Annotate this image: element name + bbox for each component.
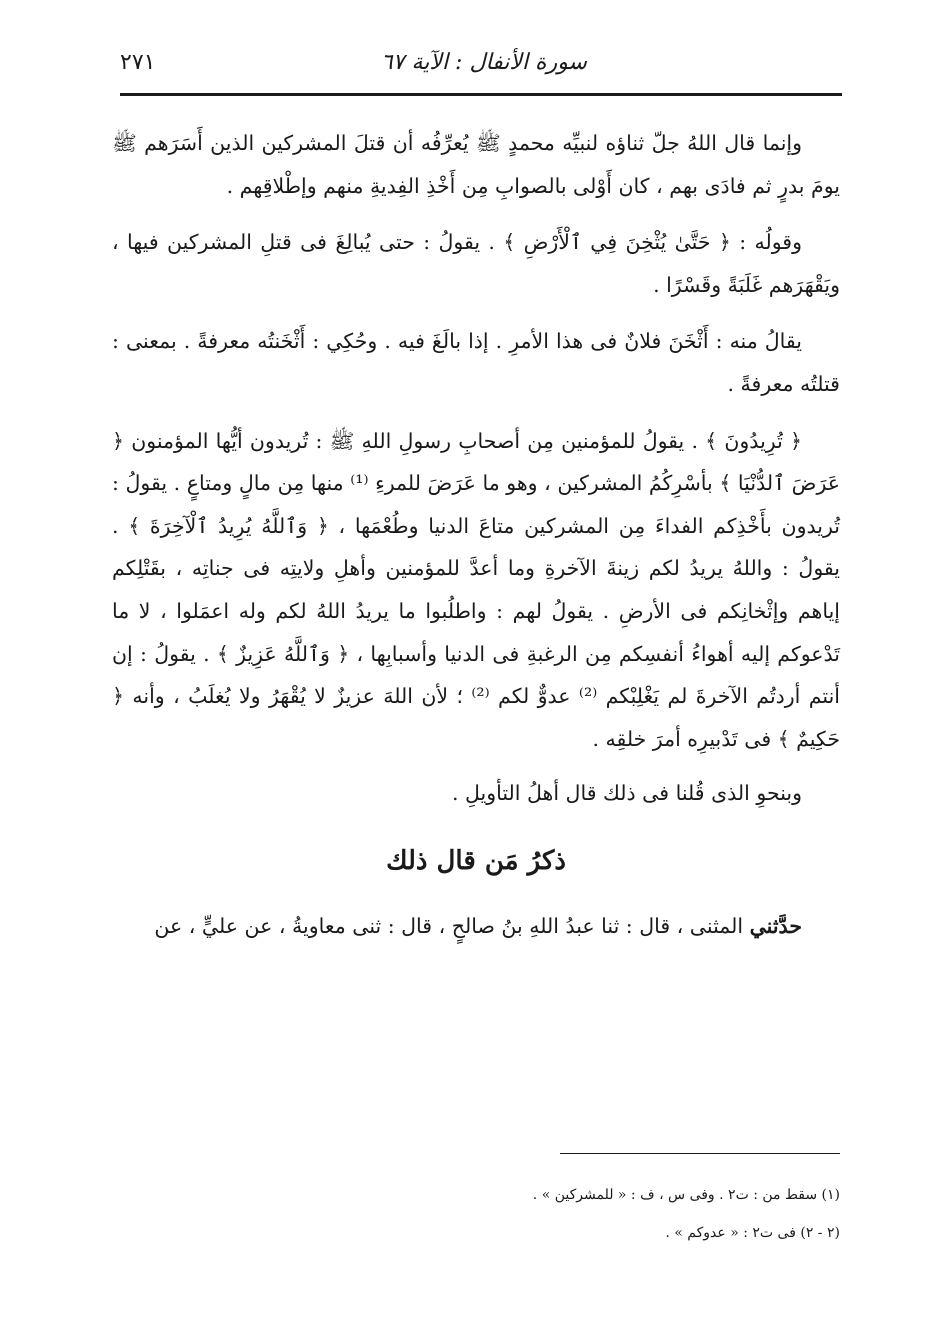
footnote-rule xyxy=(560,1153,840,1154)
main-text xyxy=(112,122,840,948)
isnad-lead: حدَّثني xyxy=(749,913,802,938)
paragraph-3: يقالُ منه : أَثْخَنَ فلانٌ فى هذا الأمرِ . إذا بالَغَ فيه . وحُكِي : أَثْخَنتُه معرفةً . بمعنى : قتلتُه معرفةً . xyxy=(112,329,840,396)
page-number: ٢٧١ xyxy=(120,50,156,75)
footnote-2: (٢ - ٢) فى ت٢ : « عدوكم » . xyxy=(665,1225,840,1241)
footnotes xyxy=(112,1176,840,1252)
paragraph-5: وبنحوِ الذى قُلنا فى ذلك قال أهلُ التأويلِ . xyxy=(451,781,802,806)
header-rule xyxy=(120,93,842,96)
page-header xyxy=(120,44,842,84)
paragraph-2: وقولُه : ﴿ حَتَّىٰ يُثْخِنَ فِي ٱلْأَرْضِ ﴾ . يقولُ : حتى يُبالِغَ فى قتلِ المشركين فيها ، ويَقْهَرَهم غَلَبَةً وقَسْرًا . xyxy=(112,230,840,297)
running-head-title: سورة الأنفال : الآية ٦٧ xyxy=(380,50,587,75)
isnad-paragraph xyxy=(112,905,840,948)
paragraph-1: وإنما قال اللهُ جلّ ثناؤه لنبيِّه محمدٍ ﷺ يُعرِّفُه أن قتلَ المشركين الذين أَسَرَهم ﷺ يومَ بدرٍ ثم فادَى بهم ، كان أَوْلى بالصوابِ مِن أَخْذِ الفِديةِ منهم وإطْلاقِهم . xyxy=(112,131,840,198)
section-heading: ذكرُ مَن قال ذلك xyxy=(386,845,566,876)
isnad-text: المثنى ، قال : ثنا عبدُ اللهِ بنُ صالحٍ ، قال : ثنى معاويةُ ، عن عليٍّ ، عن xyxy=(154,913,750,938)
footnote-1: (١) سقط من : ت٢ . وفى س ، ف : « للمشركين » . xyxy=(532,1187,840,1203)
paragraph-4: ﴿ تُرِيدُونَ ﴾ . يقولُ للمؤمنين مِن أصحابِ رسولِ اللهِ ﷺ : تُريدون أيُّها المؤمنون ﴿ عَرَضَ ٱلدُّنْيَا ﴾ بأسْرِكُمُ المشركين ، وهو ما عَرَضَ للمرءِ ⁽¹⁾ منها مِن مالٍ ومتاعٍ . يقولُ : تُريدون بأَخْذِكم الفداءَ مِن المشركين متاعَ الدنيا وطُعْمَها ، ﴿ وَٱللَّهُ يُرِيدُ ٱلْآخِرَةَ ﴾ . يقولُ : واللهُ يريدُ لكم زينةَ الآخرةِ وما أعدَّ للمؤمنين وأهلِ ولايتِه فى جناتِه ، بقَتْلِكم إياهم وإثْخانِكم فى الأرضِ . يقولُ لهم : واطلُبوا ما يريدُ اللهُ لكم وله اعمَلوا ، لا ما تَدْعوكم إليه أهواءُ أنفسِكم مِن الرغبةِ فى الدنيا وأسبابِها ، ﴿ وَٱللَّهُ عَزِيزٌ ﴾ . يقولُ : إن أنتم أردتُم الآخرةَ لم يَغْلِبْكم ⁽²⁾ عدوٌّ لكم ⁽²⁾ ؛ لأن اللهَ عزيزٌ لا يُقْهَرُ ولا يُغلَبُ ، وأنه ﴿ حَكِيمٌ ﴾ فى تَدْبيرِه أمرَ خلقِه . xyxy=(112,428,840,751)
